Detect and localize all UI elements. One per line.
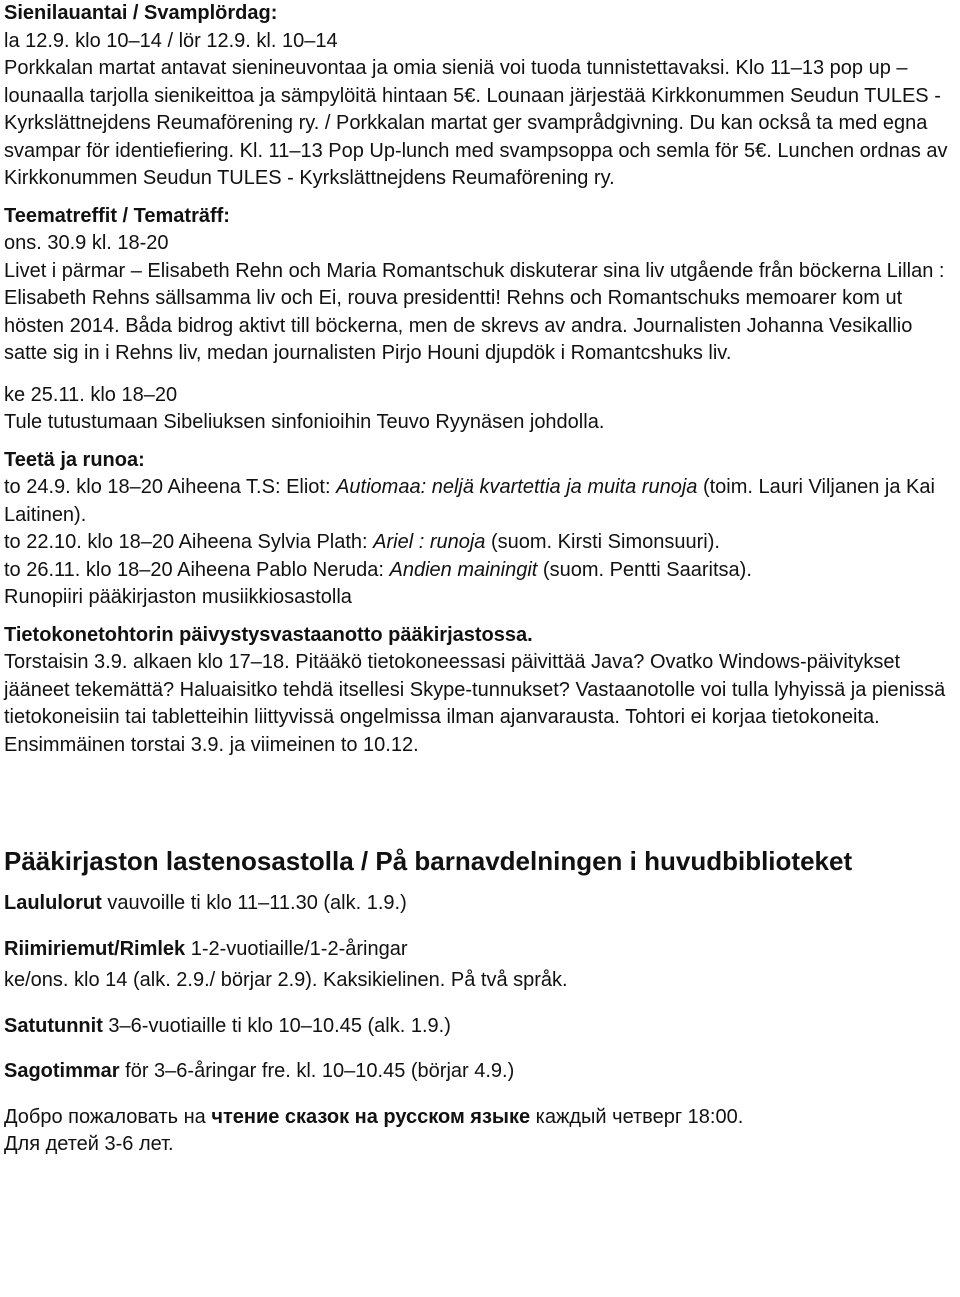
theme-date-2: ke 25.11. klo 18–20 [4, 383, 178, 406]
poetry-item-pre: to 26.11. klo 18–20 Aiheena Pablo Neruda: [4, 558, 390, 581]
lullaby-line [4, 890, 958, 918]
russian-pre: Добро пожаловать на [4, 1105, 212, 1128]
theme-section [4, 203, 958, 437]
rhymes-title: Riimiriemut/Rimlek [4, 937, 186, 960]
children-heading: Pääkirjaston lastenosastolla / På barnavdelningen i huvudbiblioteket [4, 846, 853, 876]
poetry-item-post: (suom. Pentti Saaritsa). [537, 558, 752, 581]
mushroom-date: la 12.9. klo 10–14 / lör 12.9. kl. 10–14 [4, 29, 338, 52]
computer-body: Torstaisin 3.9. alkaen klo 17–18. Pitääkö tietokoneessasi päivittää Java? Ovatko Windows-päivitykset jääneet tekemättä? Haluaisitko tehdä itsellesi Skype-tunnukset? Vastaanotolle voi tulla lyhyissä ja pienissä tietokoneisiin tai tabletteihin liittyvissä ongelmissa ilman ajanvarausta. Tohtori ei korjaa tietokoneita. Ensimmäinen torstai 3.9. ja viimeinen to 10.12. [4, 651, 946, 756]
poetry-section [4, 447, 958, 612]
theme-date: ons. 30.9 kl. 18-20 [4, 232, 169, 254]
russian-line [4, 1104, 958, 1132]
saga-line [4, 1058, 958, 1086]
russian-line-2: Для детей 3-6 лет. [4, 1133, 174, 1155]
rhymes-line-2: ke/ons. klo 14 (alk. 2.9./ börjar 2.9). Kaksikielinen. På två språk. [4, 969, 568, 991]
stories-title: Satutunnit [4, 1014, 103, 1037]
mushroom-heading: Sienilauantai / Svamplördag: [4, 2, 278, 24]
poetry-location: Runopiiri pääkirjaston musiikkiosastolla [4, 586, 352, 608]
poetry-item-post: (toim. Lauri Viljanen ja Kai Laitinen). [4, 476, 935, 526]
theme-body-2: Tule tutustumaan Sibeliuksen sinfonioihin Teuvo Ryynäsen johdolla. [4, 411, 605, 433]
poetry-item [4, 474, 958, 529]
saga-title: Sagotimmar [4, 1060, 120, 1082]
computer-section [4, 622, 958, 760]
poetry-item-title: Autiomaa: neljä kvartettia ja muita runoja [336, 476, 698, 498]
russian-post: каждый четверг 18:00. [530, 1105, 744, 1128]
rhymes-line [4, 936, 958, 964]
children-section [4, 890, 958, 1159]
saga-text: för 3–6-åringar fre. kl. 10–10.45 (börjar 4.9.) [119, 1060, 515, 1082]
stories-line [4, 1013, 958, 1041]
russian-title: чтение сказок на русском языке [211, 1105, 531, 1128]
stories-text: 3–6-vuotiaille ti klo 10–10.45 (alk. 1.9.) [102, 1014, 451, 1037]
computer-heading: Tietokonetohtorin päivystysvastaanotto pääkirjastossa. [4, 623, 533, 646]
lullaby-text: vauvoille ti klo 11–11.30 (alk. 1.9.) [101, 892, 407, 914]
poetry-item-post: (suom. Kirsti Simonsuuri). [485, 531, 720, 553]
theme-body: Livet i pärmar – Elisabeth Rehn och Maria Romantschuk diskuterar sina liv utgående från böckerna Lillan : Elisabeth Rehns sällsamma liv och Ei, rouva presidentti! Rehns och Romantschuks memoarer kom ut hösten 2014. Båda bidrog aktivt till böckerna, men de skrevs av andra. Journalisten Johanna Vesikallio satte sig in i Rehns liv, medan journalisten Pirjo Houni djupdök i Romantcshuks liv. [4, 259, 945, 364]
poetry-item [4, 529, 958, 557]
mushroom-section [4, 0, 958, 193]
poetry-item-title: Andien mainingit [389, 558, 538, 581]
theme-heading: Teematreffit / Tematräff: [4, 204, 230, 227]
rhymes-text: 1-2-vuotiaille/1-2-åringar [185, 937, 408, 960]
poetry-item-pre: to 22.10. klo 18–20 Aiheena Sylvia Plath: [4, 531, 374, 553]
lullaby-title: Laululorut [4, 892, 102, 914]
document-page [4, 0, 958, 1159]
poetry-heading: Teetä ja runoa: [4, 448, 145, 471]
poetry-item [4, 557, 958, 585]
poetry-item-pre: to 24.9. klo 18–20 Aiheena T.S: Eliot: [4, 476, 337, 498]
poetry-item-title: Ariel : runoja [373, 531, 486, 553]
mushroom-body: Porkkalan martat antavat sienineuvontaa ja omia sieniä voi tuoda tunnistettavaksi. Klo 11–13 pop up –lounaalla tarjolla sienikeittoa ja sämpylöitä hintaan 5€. Lounaan järjestää Kirkkonummen Seudun TULES - Kyrkslättnejdens Reumaförening ry. / Porkkalan martat ger svamprådgivning. Du kan också ta med egna svampar för identiefiering. Kl. 11–13 Pop Up-lunch med svampsoppa och semla för 5€. Lunchen ordnas av Kirkkonummen Seudun TULES - Kyrkslättnejdens Reumaförening ry. [4, 57, 948, 189]
